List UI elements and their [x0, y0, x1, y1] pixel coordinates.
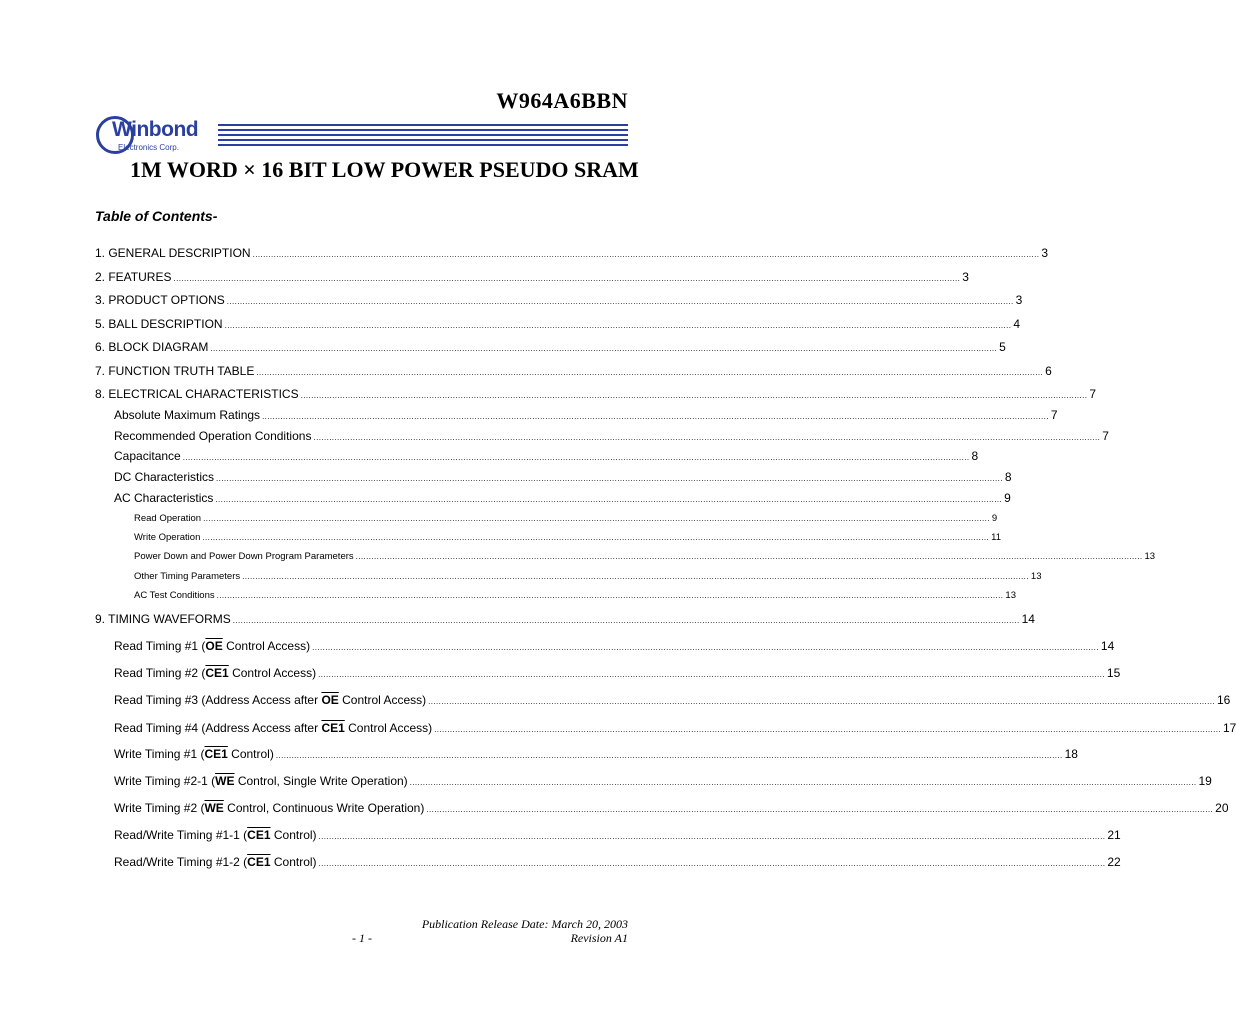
signal-name: $\overline{OE}$	[321, 693, 339, 707]
toc-entry-page: 16	[1216, 693, 1231, 707]
toc-entry-page: 19	[1198, 774, 1212, 788]
header-stripes	[218, 124, 628, 150]
toc-entry[interactable]: Write Timing #2-1 ($\overline{WE}$ Control, Single Write Operation) ............................................................................................................................................................................................................................................................................................................ 19	[114, 774, 1212, 788]
signal-name: CE1	[247, 855, 271, 869]
toc-entry[interactable]: Write Timing #2 ($\overline{WE}$ Control, Continuous Write Operation) ............................................................................................................................................................................................................................................................................................................ 20	[114, 801, 1229, 815]
toc-entry-page: 11	[991, 532, 1002, 543]
revision: Revision A1	[570, 931, 628, 945]
toc-entry-title: Other Timing Parameters	[134, 571, 241, 582]
toc-entry-page: 22	[1107, 855, 1121, 869]
toc-entry-page: 20	[1215, 801, 1229, 815]
toc-entry-page: 13	[1005, 590, 1016, 601]
toc-entry[interactable]: Write Timing #1 (CE1 Control) ............................................................................................................................................................................................................................................................................................................ 18	[114, 747, 1078, 761]
toc-entry[interactable]: Other Timing Parameters ............................................................................................................................................................................................................................................................................................................ 13	[134, 571, 1042, 582]
toc-entry-page: 14	[1021, 612, 1035, 626]
toc-entry-page: 8	[1004, 470, 1012, 484]
toc-entry-title: Write Timing #2 ($\overline{WE}$ Control, Continuous Write Operation)	[114, 801, 425, 815]
logo-subtitle: Electronics Corp.	[118, 143, 179, 152]
document-title: 1M WORD × 16 BIT LOW POWER PSEUDO SRAM	[130, 157, 639, 182]
toc-entry-title: Capacitance	[114, 449, 181, 463]
signal-name: $\overline{OE}$	[205, 639, 223, 653]
toc-entry-page: 21	[1107, 828, 1121, 842]
toc-entry[interactable]: Read Operation ............................................................................................................................................................................................................................................................................................................ 9	[134, 513, 998, 524]
toc-entry-page: 6	[1045, 364, 1052, 378]
toc-entry-title: 1. GENERAL DESCRIPTION	[95, 246, 251, 260]
toc-entry[interactable]: DC Characteristics ............................................................................................................................................................................................................................................................................................................ 8	[114, 470, 1012, 484]
toc-entry[interactable]: AC Characteristics ............................................................................................................................................................................................................................................................................................................ 9	[114, 491, 1011, 505]
toc-entry-page: 18	[1064, 747, 1078, 761]
toc-entry-title: Read Timing #4 (Address Access after CE1 Control Access)	[114, 721, 433, 735]
toc-entry[interactable]: AC Test Conditions ............................................................................................................................................................................................................................................................................................................ 13	[134, 590, 1016, 601]
toc-entry[interactable]: Read/Write Timing #1-2 (CE1 Control) ............................................................................................................................................................................................................................................................................................................ 22	[114, 855, 1121, 869]
toc-entry[interactable]: 7. FUNCTION TRUTH TABLE ............................................................................................................................................................................................................................................................................................................ 6	[95, 364, 1052, 378]
toc-entry-title: AC Characteristics	[114, 491, 214, 505]
toc-entry-page: 3	[962, 270, 969, 284]
toc-entry-title: AC Test Conditions	[134, 590, 215, 601]
toc-entry[interactable]: Read/Write Timing #1-1 (CE1 Control) ............................................................................................................................................................................................................................................................................................................ 21	[114, 828, 1121, 842]
toc-entry[interactable]: 2. FEATURES ............................................................................................................................................................................................................................................................................................................ 3	[95, 270, 969, 284]
signal-name: CE1	[204, 747, 228, 761]
toc-entry-title: Read/Write Timing #1-1 (CE1 Control)	[114, 828, 317, 842]
toc-entry-title: Read/Write Timing #1-2 (CE1 Control)	[114, 855, 317, 869]
toc-entry[interactable]: 5. BALL DESCRIPTION ............................................................................................................................................................................................................................................................................................................ 4	[95, 317, 1021, 331]
toc-entry[interactable]: 1. GENERAL DESCRIPTION ............................................................................................................................................................................................................................................................................................................ 3	[95, 246, 1049, 260]
toc-entry-title: Recommended Operation Conditions	[114, 429, 312, 443]
toc-entry[interactable]: Absolute Maximum Ratings ............................................................................................................................................................................................................................................................................................................ 7	[114, 408, 1058, 422]
signal-name: $\overline{WE}$	[215, 774, 235, 788]
toc-entry[interactable]: Write Operation ............................................................................................................................................................................................................................................................................................................ 11	[134, 532, 1002, 543]
toc-entry-title: 8. ELECTRICAL CHARACTERISTICS	[95, 387, 299, 401]
part-number: W964A6BBN	[496, 88, 628, 113]
toc-entry-title: 2. FEATURES	[95, 270, 172, 284]
toc-entry-title: Write Operation	[134, 532, 201, 543]
toc-entry-page: 13	[1144, 551, 1156, 562]
toc-entry-title: 7. FUNCTION TRUTH TABLE	[95, 364, 255, 378]
toc-entry[interactable]: Read Timing #2 (CE1 Control Access) ............................................................................................................................................................................................................................................................................................................ 15	[114, 666, 1121, 680]
toc-entry-page: 13	[1030, 571, 1042, 582]
toc-entry[interactable]: Read Timing #3 (Address Access after $\overline{OE}$ Control Access) ............................................................................................................................................................................................................................................................................................................ 16	[114, 693, 1231, 707]
toc-entry-page: 8	[971, 449, 979, 463]
toc-heading: Table of Contents-	[95, 208, 218, 224]
page-number: - 1 -	[352, 931, 372, 945]
signal-name: CE1	[247, 828, 271, 842]
toc-entry-title: 9. TIMING WAVEFORMS	[95, 612, 231, 626]
toc-entry-page: 15	[1106, 666, 1121, 680]
toc-entry-title: Read Timing #2 (CE1 Control Access)	[114, 666, 317, 680]
toc-entry-title: Read Timing #3 (Address Access after $\overline{OE}$ Control Access)	[114, 693, 427, 707]
signal-name: CE1	[321, 721, 345, 735]
toc-entry[interactable]: Power Down and Power Down Program Parameters ............................................................................................................................................................................................................................................................................................................ 13	[134, 551, 1156, 562]
toc-entry[interactable]: Capacitance ............................................................................................................................................................................................................................................................................................................ 8	[114, 449, 979, 463]
toc-entry-page: 9	[991, 513, 998, 524]
signal-name: CE1	[205, 666, 229, 680]
toc-entry-title: Write Timing #2-1 ($\overline{WE}$ Control, Single Write Operation)	[114, 774, 408, 788]
toc-entry[interactable]: 9. TIMING WAVEFORMS ............................................................................................................................................................................................................................................................................................................ 14	[95, 612, 1035, 626]
signal-name: $\overline{WE}$	[204, 801, 224, 815]
toc-entry-page: 3	[1015, 293, 1023, 307]
toc-entry-page: 7	[1102, 429, 1109, 443]
toc-entry-page: 7	[1089, 387, 1097, 401]
toc-entry[interactable]: Read Timing #1 ($\overline{OE}$ Control Access) ............................................................................................................................................................................................................................................................................................................ 14	[114, 639, 1115, 653]
toc-entry-title: Write Timing #1 (CE1 Control)	[114, 747, 274, 761]
toc-entry[interactable]: 3. PRODUCT OPTIONS ............................................................................................................................................................................................................................................................................................................ 3	[95, 293, 1023, 307]
toc-entry-page: 14	[1100, 639, 1115, 653]
winbond-logo	[96, 114, 218, 158]
toc-entry[interactable]: Read Timing #4 (Address Access after CE1 Control Access) ............................................................................................................................................................................................................................................................................................................ 17	[114, 721, 1236, 735]
toc-entry-title: Absolute Maximum Ratings	[114, 408, 261, 422]
toc-entry[interactable]: 6. BLOCK DIAGRAM ............................................................................................................................................................................................................................................................................................................ 5	[95, 340, 1006, 354]
toc-entry-page: 9	[1004, 491, 1011, 505]
toc-entry[interactable]: Recommended Operation Conditions ............................................................................................................................................................................................................................................................................................................ 7	[114, 429, 1109, 443]
logo-wordmark: Winbond	[112, 118, 199, 141]
toc-entry-title: Read Timing #1 ($\overline{OE}$ Control Access)	[114, 639, 311, 653]
toc-entry-page: 17	[1222, 721, 1236, 735]
toc-entry[interactable]: 8. ELECTRICAL CHARACTERISTICS ............................................................................................................................................................................................................................................................................................................ 7	[95, 387, 1097, 401]
toc-entry-title: Power Down and Power Down Program Parameters	[134, 551, 354, 562]
toc-entry-title: 5. BALL DESCRIPTION	[95, 317, 223, 331]
toc-entry-page: 3	[1041, 246, 1049, 260]
toc-entry-page: 5	[999, 340, 1006, 354]
toc-entry-title: 3. PRODUCT OPTIONS	[95, 293, 225, 307]
toc-entry-page: 4	[1013, 317, 1021, 331]
toc-entry-title: Read Operation	[134, 513, 202, 524]
toc-entry-page: 7	[1050, 408, 1058, 422]
publication-date: Publication Release Date: March 20, 2003	[421, 917, 628, 931]
toc-entry-title: DC Characteristics	[114, 470, 215, 484]
toc-entry-title: 6. BLOCK DIAGRAM	[95, 340, 209, 354]
